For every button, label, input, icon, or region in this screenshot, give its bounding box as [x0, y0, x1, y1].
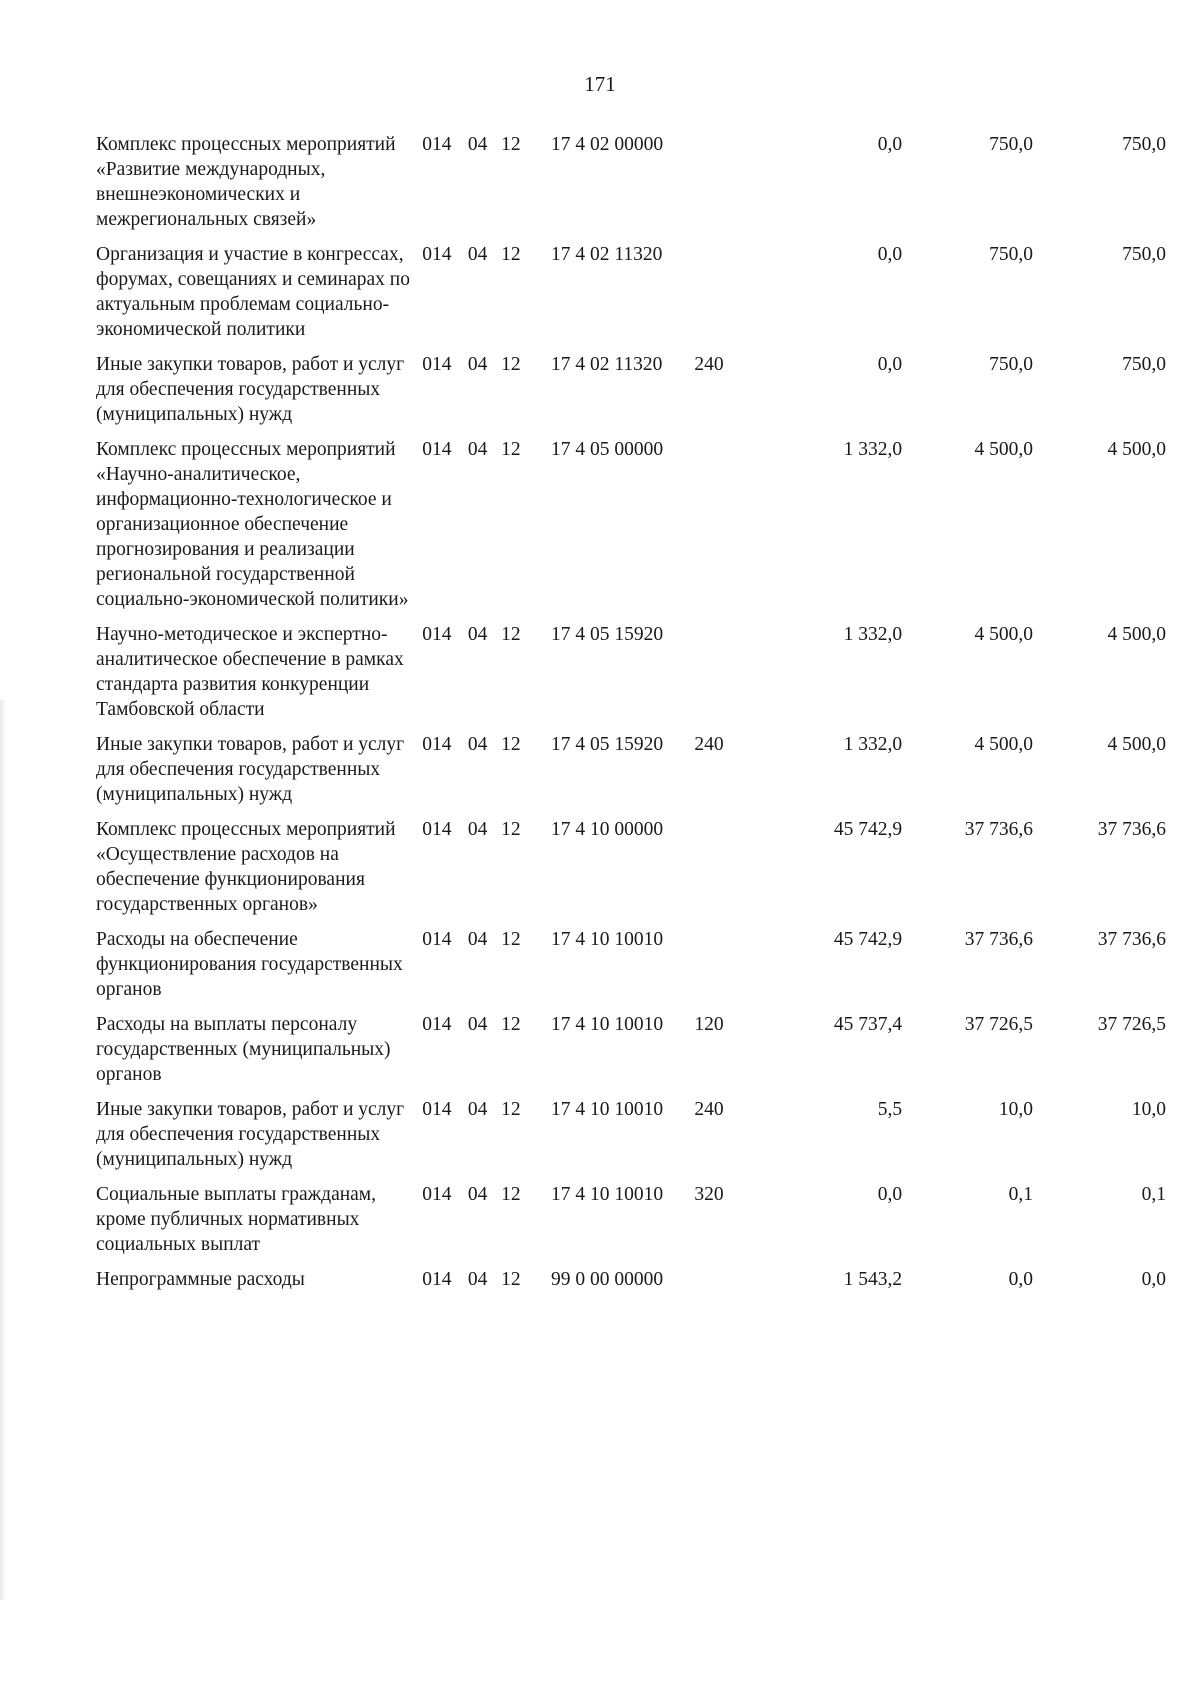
row-target-article: 99 0 00 00000: [550, 1269, 664, 1290]
row-section-code: 04: [467, 1099, 488, 1120]
row-section-code: 04: [467, 244, 488, 265]
row-amount-1: 0,0: [877, 1184, 903, 1205]
row-section-code: 04: [467, 624, 488, 645]
row-grbs-code: 014: [422, 134, 452, 155]
row-amount-1: 1 332,0: [843, 734, 903, 755]
page-number: 171: [584, 72, 616, 96]
row-expense-type: 240: [694, 1099, 724, 1120]
row-amount-3: 750,0: [1122, 244, 1166, 265]
row-amount-1: 0,0: [877, 134, 903, 155]
row-amount-2: 0,1: [1008, 1184, 1033, 1205]
row-amount-2: 750,0: [989, 354, 1033, 375]
row-subsection-code: 12: [501, 1269, 521, 1290]
row-amount-1: 0,0: [877, 244, 903, 265]
row-target-article: 17 4 02 11320: [550, 354, 663, 375]
row-expense-type: [694, 817, 767, 927]
row-section-code: 04: [467, 929, 488, 950]
table-row: [96, 242, 1166, 352]
budget-table: [96, 132, 1166, 1302]
row-grbs-code: 014: [422, 819, 452, 840]
row-grbs-code: 014: [422, 734, 452, 755]
row-target-article: 17 4 10 10010: [550, 1184, 664, 1205]
row-grbs-code: 014: [422, 1269, 452, 1290]
row-target-article: 17 4 02 00000: [550, 134, 664, 155]
row-subsection-code: 12: [501, 244, 521, 265]
row-subsection-code: 12: [501, 1099, 521, 1120]
row-expense-type: 240: [694, 734, 724, 755]
row-name: Иные закупки товаров, работ и услуг для обеспечения государственных (муниципальных) нужд: [96, 734, 405, 805]
row-subsection-code: 12: [501, 734, 521, 755]
table-row: [96, 622, 1166, 732]
row-target-article: 17 4 02 11320: [550, 244, 663, 265]
row-subsection-code: 12: [501, 1184, 521, 1205]
row-section-code: 04: [467, 819, 488, 840]
row-section-code: 04: [467, 354, 488, 375]
row-amount-3: 37 726,5: [1097, 1014, 1166, 1035]
table-row: [96, 1012, 1166, 1097]
row-grbs-code: 014: [422, 354, 452, 375]
row-expense-type: 120: [694, 1014, 724, 1035]
row-amount-3: 10,0: [1131, 1099, 1166, 1120]
scan-edge-shadow: [0, 700, 6, 1600]
row-name: Иные закупки товаров, работ и услуг для обеспечения государственных (муниципальных) нужд: [96, 1099, 405, 1170]
row-name: Комплекс процессных мероприятий «Научно-аналитическое, информационно-технологическое и организационное обеспечение прогнозирования и реализации региональной государственной социально-экономической политики»: [96, 439, 409, 610]
row-expense-type: [694, 927, 767, 1012]
row-name: Научно-методическое и экспертно-аналитическое обеспечение в рамках стандарта развития конкуренции Тамбовской области: [96, 624, 404, 720]
row-amount-3: 37 736,6: [1097, 819, 1166, 840]
table-row: [96, 927, 1166, 1012]
row-grbs-code: 014: [422, 1184, 452, 1205]
row-name: Иные закупки товаров, работ и услуг для обеспечения государственных (муниципальных) нужд: [96, 354, 405, 425]
row-name: Расходы на выплаты персоналу государственных (муниципальных) органов: [96, 1014, 391, 1085]
row-section-code: 04: [467, 1269, 488, 1290]
row-amount-2: 37 736,6: [964, 819, 1033, 840]
row-amount-1: 0,0: [877, 354, 903, 375]
row-amount-2: 37 726,5: [964, 1014, 1033, 1035]
row-amount-2: 4 500,0: [974, 439, 1033, 460]
row-subsection-code: 12: [501, 624, 521, 645]
row-amount-3: 4 500,0: [1107, 439, 1166, 460]
row-target-article: 17 4 10 00000: [550, 819, 664, 840]
row-name: Непрограммные расходы: [96, 1269, 305, 1290]
row-amount-1: 5,5: [877, 1099, 903, 1120]
row-amount-1: 1 543,2: [843, 1269, 903, 1290]
row-grbs-code: 014: [422, 624, 452, 645]
row-amount-3: 4 500,0: [1107, 734, 1166, 755]
row-target-article: 17 4 10 10010: [550, 1099, 664, 1120]
row-expense-type: [694, 622, 767, 732]
row-amount-2: 750,0: [989, 244, 1033, 265]
row-amount-1: 1 332,0: [843, 439, 903, 460]
row-expense-type: 240: [694, 354, 724, 375]
row-name: Расходы на обеспечение функционирования государственных органов: [96, 929, 403, 1000]
row-grbs-code: 014: [422, 1014, 452, 1035]
row-section-code: 04: [467, 134, 488, 155]
row-expense-type: 320: [694, 1184, 724, 1205]
row-amount-3: 750,0: [1122, 354, 1166, 375]
row-amount-3: 0,1: [1141, 1184, 1166, 1205]
row-target-article: 17 4 05 15920: [550, 624, 664, 645]
row-name: Организация и участие в конгрессах, форумах, совещаниях и семинарах по актуальным проблемам социально-экономической политики: [96, 244, 410, 340]
row-amount-2: 37 736,6: [964, 929, 1033, 950]
row-amount-2: 4 500,0: [974, 734, 1033, 755]
row-expense-type: [694, 242, 767, 352]
row-amount-2: 4 500,0: [974, 624, 1033, 645]
row-amount-1: 45 742,9: [833, 819, 903, 840]
row-section-code: 04: [467, 1184, 488, 1205]
table-row: [96, 1182, 1166, 1267]
row-subsection-code: 12: [501, 134, 521, 155]
table-row: [96, 352, 1166, 437]
table-row: [96, 817, 1166, 927]
row-section-code: 04: [467, 439, 488, 460]
row-amount-3: 0,0: [1141, 1269, 1166, 1290]
table-row: [96, 437, 1166, 622]
row-subsection-code: 12: [501, 1014, 521, 1035]
row-grbs-code: 014: [422, 439, 452, 460]
row-amount-1: 45 742,9: [833, 929, 903, 950]
row-subsection-code: 12: [501, 439, 521, 460]
row-expense-type: [694, 437, 767, 622]
table-row: [96, 732, 1166, 817]
row-amount-3: 750,0: [1122, 134, 1166, 155]
row-name: Комплекс процессных мероприятий «Развитие международных, внешнеэкономических и межрегиональных связей»: [96, 134, 396, 230]
table-body: [96, 132, 1166, 1302]
row-amount-2: 10,0: [998, 1099, 1033, 1120]
row-target-article: 17 4 05 15920: [550, 734, 664, 755]
row-name: Комплекс процессных мероприятий «Осуществление расходов на обеспечение функционирования государственных органов»: [96, 819, 396, 915]
row-grbs-code: 014: [422, 929, 452, 950]
row-target-article: 17 4 05 00000: [550, 439, 664, 460]
table-row: [96, 1097, 1166, 1182]
row-amount-2: 750,0: [989, 134, 1033, 155]
table-row: [96, 132, 1166, 242]
row-subsection-code: 12: [501, 819, 521, 840]
row-subsection-code: 12: [501, 929, 521, 950]
row-amount-1: 1 332,0: [843, 624, 903, 645]
row-target-article: 17 4 10 10010: [550, 929, 664, 950]
row-section-code: 04: [467, 1014, 488, 1035]
row-amount-1: 45 737,4: [833, 1014, 903, 1035]
row-expense-type: [694, 132, 767, 242]
row-amount-3: 4 500,0: [1107, 624, 1166, 645]
row-amount-2: 0,0: [1008, 1269, 1033, 1290]
row-grbs-code: 014: [422, 244, 452, 265]
row-amount-3: 37 736,6: [1097, 929, 1166, 950]
table-row: [96, 1267, 1166, 1302]
row-expense-type: [694, 1267, 767, 1302]
row-subsection-code: 12: [501, 354, 521, 375]
row-name: Социальные выплаты гражданам, кроме публичных нормативных социальных выплат: [96, 1184, 377, 1255]
row-grbs-code: 014: [422, 1099, 452, 1120]
row-section-code: 04: [467, 734, 488, 755]
row-target-article: 17 4 10 10010: [550, 1014, 664, 1035]
